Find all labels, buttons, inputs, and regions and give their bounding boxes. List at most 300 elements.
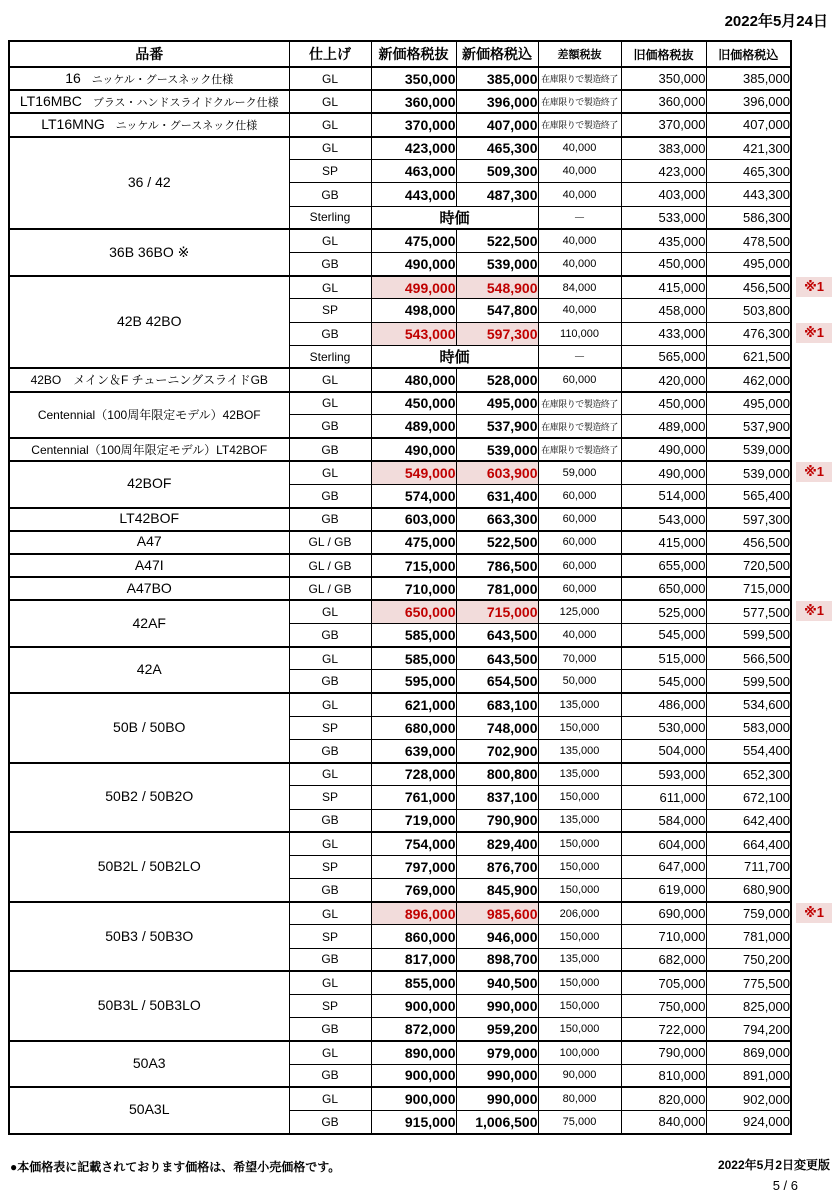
old-price-ex-cell: 450,000 <box>621 253 706 276</box>
old-price-ex-cell: 690,000 <box>621 902 706 925</box>
old-price-inc-cell: 664,400 <box>706 832 791 855</box>
new-price-inc-cell: 715,000 <box>456 600 538 623</box>
new-price-inc-cell: 837,100 <box>456 786 538 809</box>
old-price-inc-cell: 534,600 <box>706 693 791 716</box>
old-price-ex-cell: 515,000 <box>621 647 706 670</box>
old-price-ex-cell: 415,000 <box>621 276 706 299</box>
new-price-inc-cell: 547,800 <box>456 299 538 322</box>
col-header-new-price-inc: 新価格税込 <box>456 41 538 67</box>
new-price-ex-cell: 423,000 <box>371 137 456 160</box>
col-header-new-price-ex: 新価格税抜 <box>371 41 456 67</box>
new-price-ex-cell: 817,000 <box>371 948 456 971</box>
old-price-inc-cell: 794,200 <box>706 1018 791 1041</box>
table-row <box>9 902 791 925</box>
old-price-inc-cell: 672,100 <box>706 786 791 809</box>
finish-cell: GB <box>289 1064 371 1087</box>
new-price-ex-cell: 872,000 <box>371 1018 456 1041</box>
new-price-ex-cell: 680,000 <box>371 716 456 739</box>
diff-cell: 50,000 <box>538 670 621 693</box>
product-model: 42B 42BO <box>116 313 182 330</box>
old-price-inc-cell: 924,000 <box>706 1110 791 1133</box>
diff-cell: 135,000 <box>538 693 621 716</box>
finish-cell: GB <box>289 508 371 531</box>
diff-cell: 150,000 <box>538 879 621 902</box>
old-price-inc-cell: 537,900 <box>706 415 791 438</box>
new-price-inc-cell: 522,500 <box>456 229 538 252</box>
finish-cell: GB <box>289 1110 371 1133</box>
table-row <box>9 67 791 90</box>
product-model: LT42BOF <box>119 510 180 527</box>
new-price-ex-cell: 574,000 <box>371 484 456 507</box>
old-price-inc-cell: 597,300 <box>706 508 791 531</box>
diff-cell: 150,000 <box>538 971 621 994</box>
product-cell <box>9 600 289 646</box>
new-price-inc-cell: 959,200 <box>456 1018 538 1041</box>
finish-cell: GB <box>289 624 371 647</box>
diff-cell: 40,000 <box>538 299 621 322</box>
product-model: 50B / 50BO <box>113 718 186 735</box>
new-price-inc-cell: 548,900 <box>456 276 538 299</box>
product-model: 42BO メイン＆F チューニングスライドGB <box>30 373 268 388</box>
market-price-cell: 時価 <box>371 345 538 368</box>
new-price-inc-cell: 522,500 <box>456 531 538 554</box>
col-header-diff-ex: 差額税抜 <box>538 41 621 67</box>
old-price-inc-cell: 680,900 <box>706 879 791 902</box>
table-row <box>9 600 791 623</box>
table-row <box>9 763 791 786</box>
table-row <box>9 368 791 391</box>
diff-cell: 60,000 <box>538 554 621 577</box>
new-price-ex-cell: 490,000 <box>371 253 456 276</box>
diff-cell: 135,000 <box>538 763 621 786</box>
new-price-inc-cell: 702,900 <box>456 739 538 762</box>
new-price-ex-cell: 860,000 <box>371 925 456 948</box>
new-price-ex-cell: 896,000 <box>371 902 456 925</box>
diff-cell: 在庫限りで製造終了 <box>538 438 621 461</box>
old-price-ex-cell: 593,000 <box>621 763 706 786</box>
product-cell <box>9 461 289 507</box>
new-price-inc-cell: 487,300 <box>456 183 538 206</box>
diff-cell: 100,000 <box>538 1041 621 1064</box>
product-model: 50B3L / 50B3LO <box>97 997 201 1014</box>
finish-cell: SP <box>289 299 371 322</box>
old-price-ex-cell: 370,000 <box>621 113 706 136</box>
product-cell <box>9 90 289 113</box>
product-cell <box>9 113 289 136</box>
new-price-ex-cell: 549,000 <box>371 461 456 484</box>
new-price-inc-cell: 631,400 <box>456 484 538 507</box>
old-price-inc-cell: 539,000 <box>706 461 791 484</box>
footer-revision-date: 2022年5月2日変更版 <box>717 1158 830 1172</box>
product-model: 50B2L / 50B2LO <box>97 857 201 874</box>
old-price-inc-cell: 539,000 <box>706 438 791 461</box>
note-marker: ※1 <box>796 601 832 621</box>
new-price-ex-cell: 595,000 <box>371 670 456 693</box>
new-price-ex-cell: 639,000 <box>371 739 456 762</box>
old-price-ex-cell: 350,000 <box>621 67 706 90</box>
product-cell <box>9 971 289 1041</box>
new-price-inc-cell: 654,500 <box>456 670 538 693</box>
old-price-ex-cell: 514,000 <box>621 484 706 507</box>
note-marker: ※1 <box>796 277 832 297</box>
table-row <box>9 137 791 160</box>
product-cell <box>9 229 289 275</box>
finish-cell: GB <box>289 253 371 276</box>
old-price-inc-cell: 421,300 <box>706 137 791 160</box>
diff-cell: 40,000 <box>538 253 621 276</box>
finish-cell: Sterling <box>289 345 371 368</box>
new-price-inc-cell: 683,100 <box>456 693 538 716</box>
old-price-inc-cell: 396,000 <box>706 90 791 113</box>
table-row <box>9 392 791 415</box>
new-price-inc-cell: 539,000 <box>456 438 538 461</box>
old-price-ex-cell: 383,000 <box>621 137 706 160</box>
product-cell <box>9 647 289 693</box>
diff-cell: 60,000 <box>538 368 621 391</box>
new-price-inc-cell: 946,000 <box>456 925 538 948</box>
footer-note: ●本価格表に記載されております価格は、希望小売価格です。 <box>10 1160 341 1174</box>
new-price-ex-cell: 900,000 <box>371 1064 456 1087</box>
finish-cell: SP <box>289 925 371 948</box>
product-model: LT16MBC <box>19 92 82 109</box>
finish-cell: SP <box>289 786 371 809</box>
finish-cell: GB <box>289 948 371 971</box>
new-price-inc-cell: 940,500 <box>456 971 538 994</box>
header-row <box>9 41 791 67</box>
diff-cell: 在庫限りで製造終了 <box>538 90 621 113</box>
old-price-inc-cell: 599,500 <box>706 624 791 647</box>
old-price-ex-cell: 533,000 <box>621 206 706 229</box>
old-price-ex-cell: 458,000 <box>621 299 706 322</box>
new-price-inc-cell: 845,900 <box>456 879 538 902</box>
diff-cell: 150,000 <box>538 995 621 1018</box>
old-price-inc-cell: 476,300 <box>706 322 791 345</box>
table-row <box>9 461 791 484</box>
old-price-ex-cell: 604,000 <box>621 832 706 855</box>
diff-cell: 84,000 <box>538 276 621 299</box>
diff-cell: 40,000 <box>538 624 621 647</box>
new-price-inc-cell: 898,700 <box>456 948 538 971</box>
new-price-inc-cell: 990,000 <box>456 1087 538 1110</box>
old-price-ex-cell: 710,000 <box>621 925 706 948</box>
new-price-ex-cell: 450,000 <box>371 392 456 415</box>
old-price-inc-cell: 720,500 <box>706 554 791 577</box>
new-price-ex-cell: 900,000 <box>371 995 456 1018</box>
old-price-ex-cell: 611,000 <box>621 786 706 809</box>
old-price-inc-cell: 407,000 <box>706 113 791 136</box>
old-price-ex-cell: 655,000 <box>621 554 706 577</box>
old-price-ex-cell: 810,000 <box>621 1064 706 1087</box>
product-spec: ニッケル・グースネック仕様 <box>80 73 234 86</box>
table-row <box>9 554 791 577</box>
finish-cell: GL <box>289 1087 371 1110</box>
table-row <box>9 1041 791 1064</box>
diff-cell: 60,000 <box>538 484 621 507</box>
diff-cell: 在庫限りで製造終了 <box>538 67 621 90</box>
finish-cell: GB <box>289 1018 371 1041</box>
diff-cell: 59,000 <box>538 461 621 484</box>
diff-cell: 135,000 <box>538 948 621 971</box>
table-row <box>9 113 791 136</box>
finish-cell: GB <box>289 415 371 438</box>
old-price-inc-cell: 503,800 <box>706 299 791 322</box>
table-row <box>9 693 791 716</box>
diff-cell: 60,000 <box>538 531 621 554</box>
new-price-ex-cell: 719,000 <box>371 809 456 832</box>
finish-cell: GL / GB <box>289 554 371 577</box>
finish-cell: SP <box>289 716 371 739</box>
old-price-inc-cell: 456,500 <box>706 276 791 299</box>
new-price-ex-cell: 603,000 <box>371 508 456 531</box>
new-price-ex-cell: 890,000 <box>371 1041 456 1064</box>
old-price-inc-cell: 554,400 <box>706 739 791 762</box>
new-price-inc-cell: 990,000 <box>456 995 538 1018</box>
new-price-ex-cell: 498,000 <box>371 299 456 322</box>
diff-cell: 40,000 <box>538 183 621 206</box>
finish-cell: GL <box>289 276 371 299</box>
old-price-inc-cell: 775,500 <box>706 971 791 994</box>
old-price-ex-cell: 486,000 <box>621 693 706 716</box>
old-price-ex-cell: 435,000 <box>621 229 706 252</box>
new-price-ex-cell: 463,000 <box>371 160 456 183</box>
new-price-ex-cell: 350,000 <box>371 67 456 90</box>
old-price-inc-cell: 750,200 <box>706 948 791 971</box>
diff-cell: 135,000 <box>538 739 621 762</box>
product-cell <box>9 554 289 577</box>
finish-cell: GB <box>289 809 371 832</box>
document-date: 2022年5月24日 <box>724 13 828 30</box>
old-price-ex-cell: 420,000 <box>621 368 706 391</box>
diff-cell: 150,000 <box>538 925 621 948</box>
new-price-inc-cell: 990,000 <box>456 1064 538 1087</box>
diff-cell: 75,000 <box>538 1110 621 1133</box>
new-price-ex-cell: 728,000 <box>371 763 456 786</box>
finish-cell: SP <box>289 995 371 1018</box>
table-row <box>9 971 791 994</box>
diff-cell: 在庫限りで製造終了 <box>538 392 621 415</box>
new-price-ex-cell: 915,000 <box>371 1110 456 1133</box>
old-price-inc-cell: 586,300 <box>706 206 791 229</box>
old-price-ex-cell: 489,000 <box>621 415 706 438</box>
old-price-ex-cell: 543,000 <box>621 508 706 531</box>
diff-cell: 135,000 <box>538 809 621 832</box>
old-price-ex-cell: 565,000 <box>621 345 706 368</box>
table-row <box>9 90 791 113</box>
old-price-ex-cell: 619,000 <box>621 879 706 902</box>
new-price-inc-cell: 786,500 <box>456 554 538 577</box>
old-price-inc-cell: 566,500 <box>706 647 791 670</box>
table-row <box>9 276 791 299</box>
finish-cell: GB <box>289 739 371 762</box>
product-cell <box>9 276 289 369</box>
finish-cell: GB <box>289 879 371 902</box>
product-model: A47I <box>134 556 164 573</box>
new-price-ex-cell: 475,000 <box>371 531 456 554</box>
new-price-inc-cell: 979,000 <box>456 1041 538 1064</box>
old-price-inc-cell: 565,400 <box>706 484 791 507</box>
new-price-inc-cell: 407,000 <box>456 113 538 136</box>
new-price-inc-cell: 790,900 <box>456 809 538 832</box>
old-price-ex-cell: 790,000 <box>621 1041 706 1064</box>
new-price-inc-cell: 537,900 <box>456 415 538 438</box>
new-price-ex-cell: 855,000 <box>371 971 456 994</box>
new-price-inc-cell: 663,300 <box>456 508 538 531</box>
product-cell <box>9 508 289 531</box>
new-price-inc-cell: 829,400 <box>456 832 538 855</box>
old-price-ex-cell: 705,000 <box>621 971 706 994</box>
col-header-finish: 仕上げ <box>289 41 371 67</box>
old-price-inc-cell: 577,500 <box>706 600 791 623</box>
market-price-cell: 時価 <box>371 206 538 229</box>
old-price-inc-cell: 385,000 <box>706 67 791 90</box>
product-spec: ブラス・ハンドスライドクルーク仕様 <box>81 96 279 109</box>
new-price-inc-cell: 385,000 <box>456 67 538 90</box>
price-table-container <box>8 40 824 1135</box>
old-price-ex-cell: 545,000 <box>621 670 706 693</box>
table-row <box>9 647 791 670</box>
finish-cell: GL <box>289 67 371 90</box>
finish-cell: GL <box>289 90 371 113</box>
page-number: 5 / 6 <box>772 1178 798 1193</box>
diff-cell: 在庫限りで製造終了 <box>538 113 621 136</box>
product-model: Centennial（100周年限定モデル）LT42BOF <box>31 442 268 457</box>
product-model: LT16MNG <box>41 115 105 132</box>
product-model: 50A3 <box>132 1055 166 1072</box>
product-model: 50B3 / 50B3O <box>105 927 194 944</box>
old-price-inc-cell: 891,000 <box>706 1064 791 1087</box>
diff-cell: 40,000 <box>538 137 621 160</box>
diff-cell: 110,000 <box>538 322 621 345</box>
new-price-ex-cell: 543,000 <box>371 322 456 345</box>
old-price-ex-cell: 423,000 <box>621 160 706 183</box>
product-model: A47BO <box>126 579 172 596</box>
new-price-ex-cell: 475,000 <box>371 229 456 252</box>
old-price-inc-cell: 462,000 <box>706 368 791 391</box>
new-price-ex-cell: 761,000 <box>371 786 456 809</box>
finish-cell: GL <box>289 137 371 160</box>
old-price-ex-cell: 525,000 <box>621 600 706 623</box>
product-cell <box>9 438 289 461</box>
old-price-ex-cell: 650,000 <box>621 577 706 600</box>
diff-cell: 70,000 <box>538 647 621 670</box>
diff-cell: 60,000 <box>538 577 621 600</box>
product-cell <box>9 902 289 972</box>
new-price-ex-cell: 710,000 <box>371 577 456 600</box>
diff-cell: 150,000 <box>538 716 621 739</box>
product-model: 42A <box>136 660 162 677</box>
old-price-ex-cell: 490,000 <box>621 461 706 484</box>
new-price-ex-cell: 370,000 <box>371 113 456 136</box>
old-price-ex-cell: 360,000 <box>621 90 706 113</box>
product-model: 16 <box>65 69 81 86</box>
note-marker: ※1 <box>796 323 832 343</box>
diff-cell: 125,000 <box>538 600 621 623</box>
table-row <box>9 577 791 600</box>
old-price-inc-cell: 652,300 <box>706 763 791 786</box>
finish-cell: GL <box>289 1041 371 1064</box>
col-header-old-price-inc: 旧価格税込 <box>706 41 791 67</box>
col-header-product: 品番 <box>9 41 289 67</box>
new-price-inc-cell: 781,000 <box>456 577 538 600</box>
old-price-inc-cell: 443,300 <box>706 183 791 206</box>
old-price-inc-cell: 621,500 <box>706 345 791 368</box>
product-cell <box>9 1041 289 1087</box>
finish-cell: GL <box>289 368 371 391</box>
finish-cell: GL <box>289 763 371 786</box>
old-price-inc-cell: 478,500 <box>706 229 791 252</box>
finish-cell: GL <box>289 902 371 925</box>
finish-cell: SP <box>289 855 371 878</box>
new-price-inc-cell: 528,000 <box>456 368 538 391</box>
old-price-ex-cell: 647,000 <box>621 855 706 878</box>
product-cell <box>9 763 289 833</box>
new-price-inc-cell: 643,500 <box>456 647 538 670</box>
new-price-ex-cell: 650,000 <box>371 600 456 623</box>
old-price-ex-cell: 840,000 <box>621 1110 706 1133</box>
old-price-inc-cell: 495,000 <box>706 392 791 415</box>
table-row <box>9 229 791 252</box>
new-price-ex-cell: 480,000 <box>371 368 456 391</box>
new-price-ex-cell: 797,000 <box>371 855 456 878</box>
product-cell <box>9 392 289 438</box>
new-price-inc-cell: 597,300 <box>456 322 538 345</box>
new-price-inc-cell: 1,006,500 <box>456 1110 538 1133</box>
finish-cell: GB <box>289 183 371 206</box>
diff-cell: 206,000 <box>538 902 621 925</box>
new-price-ex-cell: 715,000 <box>371 554 456 577</box>
finish-cell: GB <box>289 484 371 507</box>
product-cell <box>9 1087 289 1133</box>
old-price-inc-cell: 759,000 <box>706 902 791 925</box>
new-price-ex-cell: 621,000 <box>371 693 456 716</box>
diff-cell: 40,000 <box>538 160 621 183</box>
product-model: Centennial（100周年限定モデル）42BOF <box>37 407 261 422</box>
finish-cell: GB <box>289 322 371 345</box>
old-price-ex-cell: 820,000 <box>621 1087 706 1110</box>
old-price-inc-cell: 825,000 <box>706 995 791 1018</box>
product-model: 50A3L <box>129 1101 170 1118</box>
product-cell <box>9 67 289 90</box>
new-price-inc-cell: 603,900 <box>456 461 538 484</box>
old-price-ex-cell: 403,000 <box>621 183 706 206</box>
diff-cell: 150,000 <box>538 1018 621 1041</box>
finish-cell: GL <box>289 461 371 484</box>
finish-cell: Sterling <box>289 206 371 229</box>
new-price-inc-cell: 643,500 <box>456 624 538 647</box>
old-price-ex-cell: 530,000 <box>621 716 706 739</box>
finish-cell: GL <box>289 971 371 994</box>
product-model: 36B 36BO ※ <box>109 243 190 260</box>
col-header-old-price-ex: 旧価格税抜 <box>621 41 706 67</box>
new-price-inc-cell: 539,000 <box>456 253 538 276</box>
new-price-inc-cell: 748,000 <box>456 716 538 739</box>
finish-cell: GL <box>289 647 371 670</box>
old-price-ex-cell: 450,000 <box>621 392 706 415</box>
product-cell <box>9 137 289 230</box>
note-marker: ※1 <box>796 462 832 482</box>
old-price-inc-cell: 583,000 <box>706 716 791 739</box>
finish-cell: GL <box>289 229 371 252</box>
finish-cell: GL <box>289 113 371 136</box>
diff-cell: － <box>538 345 621 368</box>
old-price-ex-cell: 722,000 <box>621 1018 706 1041</box>
finish-cell: GL / GB <box>289 531 371 554</box>
diff-cell: 150,000 <box>538 855 621 878</box>
new-price-inc-cell: 396,000 <box>456 90 538 113</box>
finish-cell: GL <box>289 693 371 716</box>
table-row <box>9 531 791 554</box>
table-row <box>9 508 791 531</box>
